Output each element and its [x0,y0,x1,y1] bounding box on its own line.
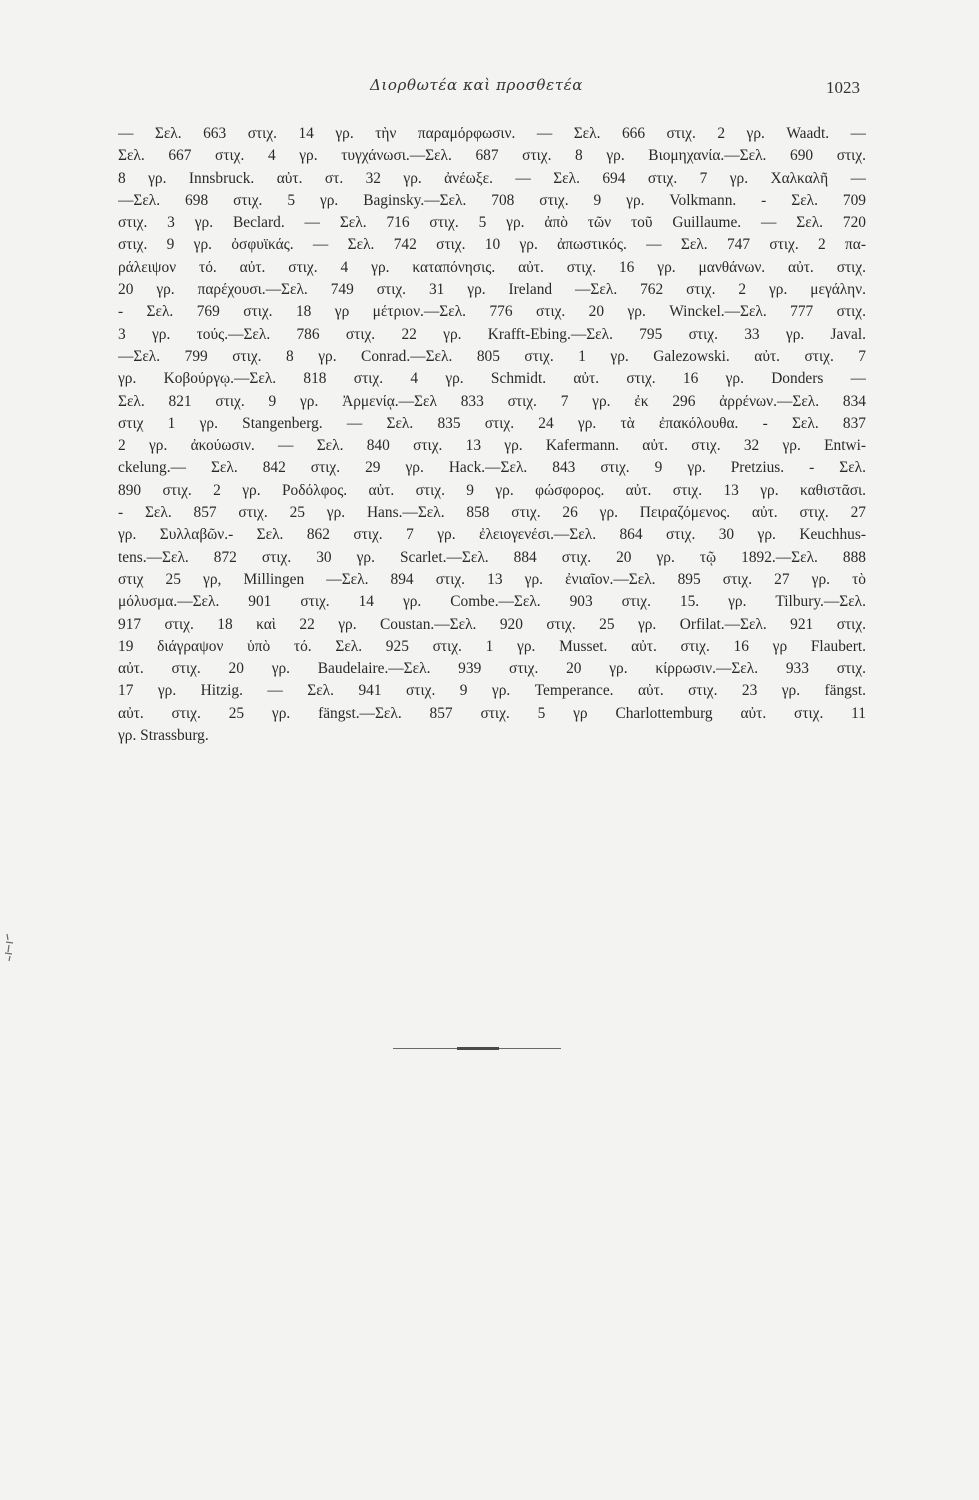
end-ornament-rule [393,1047,561,1050]
text-line: Σελ. 667 στιχ. 4 γρ. τυγχάνωσι.—Σελ. 687 στιχ. 8 γρ. Βιομηχανία.—Σελ. 690 στιχ. [118,147,866,165]
text-line: στιχ. 9 γρ. ὀσφυϊκάς. — Σελ. 742 στιχ. 10 γρ. ἀπωστικός. — Σελ. 747 στιχ. 2 πα- [118,236,866,254]
text-line: γρ. Strassburg. [118,727,209,745]
text-line: - Σελ. 857 στιχ. 25 γρ. Hans.—Σελ. 858 στιχ. 26 γρ. Πειραζόμενος. αὐτ. στιχ. 27 [118,504,866,522]
text-line: γρ. Συλλαβῶν.- Σελ. 862 στιχ. 7 γρ. ἐλειογενέσι.—Σελ. 864 στιχ. 30 γρ. Keuchhus- [118,526,866,544]
page-number: 1023 [826,78,860,97]
text-line: tens.—Σελ. 872 στιχ. 30 γρ. Scarlet.—Σελ. 884 στιχ. 20 γρ. τῷ 1892.—Σελ. 888 [118,548,866,566]
running-header [0,72,979,102]
end-rule-center [457,1047,499,1050]
text-line: στιχ 25 γρ, Millingen —Σελ. 894 στιχ. 13 γρ. ἐνιαῖον.—Σελ. 895 στιχ. 27 γρ. τὸ [118,570,866,588]
text-line: 890 στιχ. 2 γρ. Ροδόλφος. αὐτ. στιχ. 9 γρ. φώσφορος. αὐτ. στιχ. 13 γρ. καθιστᾶσι. [118,481,866,499]
text-line: αὐτ. στιχ. 20 γρ. Baudelaire.—Σελ. 939 στιχ. 20 γρ. κίρρωσιν.—Σελ. 933 στιχ. [118,660,866,678]
text-line: 20 γρ. παρέχουσι.—Σελ. 749 στιχ. 31 γρ. Ireland —Σελ. 762 στιχ. 2 γρ. μεγάλην. [118,281,866,299]
text-line: στιχ. 3 γρ. Beclard. — Σελ. 716 στιχ. 5 γρ. ἀπὸ τῶν τοῦ Guillaume. — Σελ. 720 [118,214,866,232]
text-line: αὐτ. στιχ. 25 γρ. fängst.—Σελ. 857 στιχ. 5 γρ Charlottemburg αὐτ. στιχ. 11 [118,704,866,722]
text-line: - Σελ. 769 στιχ. 18 γρ μέτριον.—Σελ. 776 στιχ. 20 γρ. Winckel.—Σελ. 777 στιχ. [118,303,866,321]
margin-ink-mark [4,932,18,962]
text-line: — Σελ. 663 στιχ. 14 γρ. τὴν παραμόρφωσιν. — Σελ. 666 στιχ. 2 γρ. Waadt. — [118,125,866,142]
text-line: γρ. Κοβούργῳ.—Σελ. 818 στιχ. 4 γρ. Schmidt. αὐτ. στιχ. 16 γρ. Donders — [118,370,866,388]
text-line: 8 γρ. Innsbruck. αὐτ. στ. 32 γρ. ἀνέωξε. — Σελ. 694 στιχ. 7 γρ. Χαλκαλῆ — [118,169,866,187]
text-line: ράλειψον τό. αὐτ. στιχ. 4 γρ. καταπόνησις. αὐτ. στιχ. 16 γρ. μανθάνων. αὐτ. στιχ. [118,258,866,276]
text-line: ckelung.— Σελ. 842 στιχ. 29 γρ. Hack.—Σελ. 843 στιχ. 9 γρ. Pretzius. - Σελ. [118,459,866,477]
text-line: 3 γρ. τούς.—Σελ. 786 στιχ. 22 γρ. Krafft-Ebing.—Σελ. 795 στιχ. 33 γρ. Javal. [118,325,866,343]
text-line: 19 διάγραψον ὑπὸ τό. Σελ. 925 στιχ. 1 γρ. Musset. αὐτ. στιχ. 16 γρ Flaubert. [118,637,866,655]
text-line: 917 στιχ. 18 καὶ 22 γρ. Coustan.—Σελ. 920 στιχ. 25 γρ. Orfilat.—Σελ. 921 στιχ. [118,615,866,633]
text-line: μόλυσμα.—Σελ. 901 στιχ. 14 γρ. Combe.—Σελ. 903 στιχ. 15. γρ. Tilbury.—Σελ. [118,593,866,611]
text-line: 2 γρ. ἀκούωσιν. — Σελ. 840 στιχ. 13 γρ. Kafermann. αὐτ. στιχ. 32 γρ. Entwi- [118,437,866,455]
text-line: —Σελ. 799 στιχ. 8 γρ. Conrad.—Σελ. 805 στιχ. 1 γρ. Galezowski. αὐτ. στιχ. 7 [118,347,866,365]
text-line: 17 γρ. Hitzig. — Σελ. 941 στιχ. 9 γρ. Temperance. αὐτ. στιχ. 23 γρ. fängst. [118,682,866,700]
running-title: Διορθωτέα καὶ προσθετέα [370,76,583,94]
text-line: Σελ. 821 στιχ. 9 γρ. Ἀρμενίᾳ.—Σελ 833 στιχ. 7 γρ. ἐκ 296 ἀρρένων.—Σελ. 834 [118,392,866,410]
errata-text [118,123,866,747]
text-line: στιχ 1 γρ. Stangenberg. — Σελ. 835 στιχ. 24 γρ. τὰ ἐπακόλουθα. - Σελ. 837 [118,414,866,432]
text-line: —Σελ. 698 στιχ. 5 γρ. Baginsky.—Σελ. 708 στιχ. 9 γρ. Volkmann. - Σελ. 709 [118,191,866,209]
